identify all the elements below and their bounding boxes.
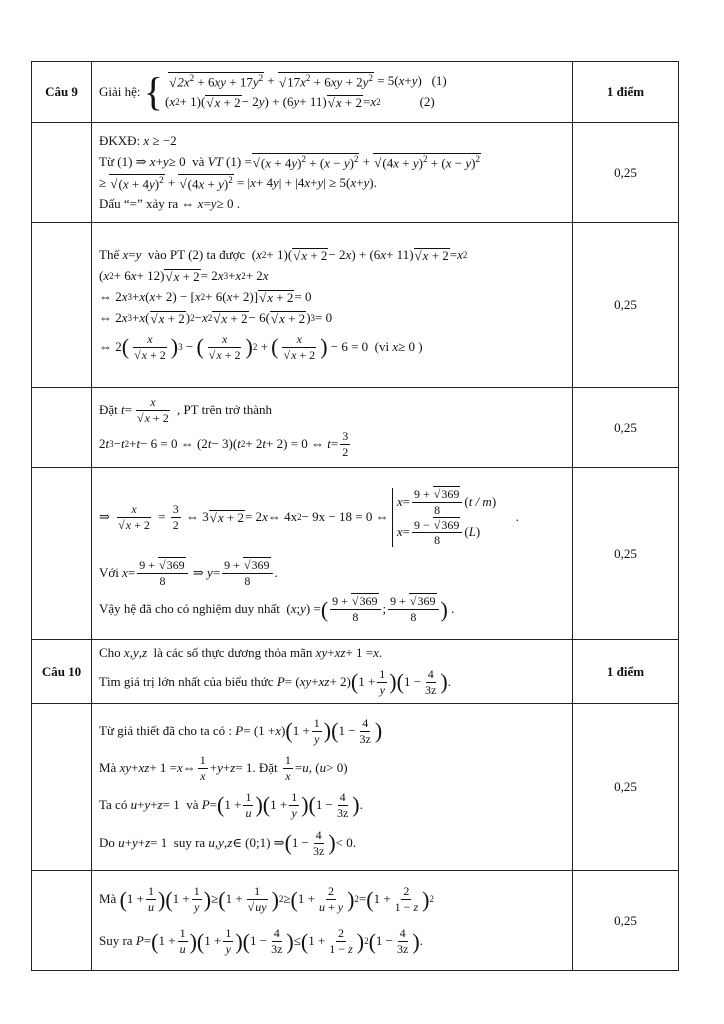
- score-label: 0,25: [573, 871, 679, 971]
- question-label: [32, 468, 92, 640]
- score-label: 0,25: [573, 223, 679, 388]
- solution-bracket: x = 9 + √ 369 8 ( t / m ) x = 9 − √ 369 8 ( L ): [392, 488, 496, 546]
- table-row: [32, 123, 679, 223]
- table-row: [32, 468, 679, 640]
- table-row: [32, 871, 679, 971]
- system-brace-icon: {: [143, 69, 163, 114]
- answer-table: [31, 61, 679, 971]
- table-row: [32, 388, 679, 468]
- solution-step: Đặt t = x √ x + 2 , PT trên trở thành 2 t 3 − t 2 + t − 6 = 0 ⇔ (2 t − 3)( t 2 + 2 t + 2) = 0 ⇔ t = 3 2: [92, 388, 573, 468]
- question-label: [32, 704, 92, 871]
- table-row: [32, 62, 679, 123]
- question-label: Câu 9: [32, 62, 92, 123]
- solution-step: Mà ( 1 + 1 u ) ( 1 + 1 y ) ≥ ( 1 + 1 √ uy ) 2 ≥ ( 1 + 2 u + y ) 2 = ( 1 + 2 1 − z ) 2 Suy ra P = ( 1 + 1 u ) ( 1 + 1 y ) ( 1 − 4 3z ) ≤ ( 1 + 2 1 − z ) 2 ( 1 − 4 3z ) .: [92, 871, 573, 971]
- score-label: 1 điểm: [573, 62, 679, 123]
- problem-statement: Cho x , y , z là các số thực dương thỏa mãn xy + xz + 1 = x . Tìm giá trị lớn nhất của biểu thức P = ( xy + xz + 2) ( 1 + 1 y ) ( 1 − 4 3z ) .: [92, 640, 573, 704]
- question-label: [32, 123, 92, 223]
- score-label: 0,25: [573, 388, 679, 468]
- score-label: 1 điểm: [573, 640, 679, 704]
- score-label: 0,25: [573, 704, 679, 871]
- score-label: 0,25: [573, 468, 679, 640]
- question-label: [32, 223, 92, 388]
- table-row: [32, 704, 679, 871]
- question-label: Câu 10: [32, 640, 92, 704]
- question-label: [32, 388, 92, 468]
- solution-step: ⇒ x √ x + 2 = 3 2 ⇔ 3 √ x + 2 = 2 x ⇔ 4x 2 − 9x − 18 = 0 ⇔ x = 9 + √ 369 8 ( t / m ) x = 9 − √ 369 8 ( L ) . Với x = 9 + √ 369 8 ⇒ y = 9 + √ 369 8 . Vậy hệ đã cho có nghiệm duy nhất ( x ; y ) = ( 9 + √ 369 8 ; 9 + √ 369 8 ) .: [92, 468, 573, 640]
- question-label: [32, 871, 92, 971]
- problem-statement: Giải hệ: { √ $2x^2 + 6xy + 17y^2$ + √ $17x^2 + 6xy + 2y^2$ = 5( x + y ) (1) ( x 2 + 1)( √ x + 2 − 2 y ) + (6 y + 11) √ x + 2 = x 2 (2): [92, 62, 573, 123]
- table-row: [32, 640, 679, 704]
- solution-step: Thế x = y vào PT (2) ta được ( x 2 + 1)( √ x + 2 − 2 x ) + (6 x + 11) √ x + 2 = x 2 ( x 2 + 6 x + 12) √ x + 2 = 2 x 3 + x 2 + 2 x ⇔ 2 x 3 + x ( x + 2) − [ x 2 + 6( x + 2)] √ x + 2 = 0 ⇔ 2 x 3 + x ( √ x + 2 ) 2 − x 2 √ x + 2 − 6( √ x + 2 ) 3 = 0 ⇔ 2 ( x √ x + 2 ) 3 − ( x √ x + 2 ) 2 + ( x √ x + 2 ) − 6 = 0 (vì x ≥ 0 ): [92, 223, 573, 388]
- table-row: [32, 223, 679, 388]
- score-label: 0,25: [573, 123, 679, 223]
- solution-step: ĐKXĐ: x ≥ −2 Từ (1) ⇒ x + y ≥ 0 và VT (1) = √ $(x + 4y)^2 + (x - y)^2$ + √ $(4x + y)^2 + (x - y)^2$ ≥ √ $(x + 4y)^2$ + √ $(4x + y)^2$ = | x + 4 y | + |4 x + y | ≥ 5( x + y ). Dấu “=” xảy ra ⇔ x = y ≥ 0 .: [92, 123, 573, 223]
- solution-step: Từ giả thiết đã cho ta có : P = (1 + x ) ( 1 + 1 y ) ( 1 − 4 3z ) Mà xy + xz + 1 = x ⇔ 1 x + y + z = 1. Đặt 1 x = u , ( u > 0) Ta có u + y + z = 1 và P = ( 1 + 1 u ) ( 1 + 1 y ) ( 1 − 4 3z ) . Do u + y + z = 1 suy ra u , y , z ∈ (0;1) ⇒ ( 1 − 4 3z ) < 0.: [92, 704, 573, 871]
